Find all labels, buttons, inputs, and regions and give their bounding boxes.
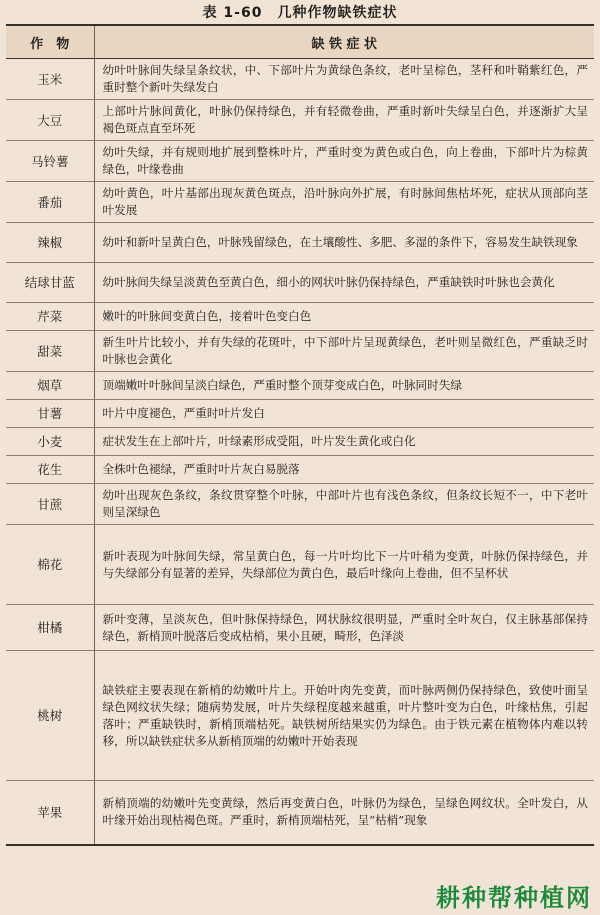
- table-row: [6, 141, 594, 182]
- crop-cell: 桃树: [6, 651, 94, 781]
- table-row: [6, 331, 594, 372]
- symptom-cell: 嫩叶的叶脉间变黄白色，接着叶色变白色: [94, 303, 594, 331]
- table-row: [6, 428, 594, 456]
- table-row: [6, 182, 594, 223]
- symptom-cell: 全株叶色褪绿，严重时叶片灰白易脱落: [94, 456, 594, 484]
- symptom-cell: 幼叶和新叶呈黄白色，叶脉残留绿色，在土壤酸性、多肥、多湿的条件下，容易发生缺铁现象: [94, 223, 594, 263]
- crop-cell: 苹果: [6, 781, 94, 845]
- header-symptom: 缺 铁 症 状: [94, 25, 594, 59]
- crop-cell: 甜菜: [6, 331, 94, 372]
- table-row: [6, 525, 594, 605]
- crop-cell: 花生: [6, 456, 94, 484]
- symptom-cell: 上部叶片脉间黄化，叶脉仍保持绿色，并有轻微卷曲，严重时新叶失绿呈白色，并逐渐扩大呈褐色斑点直至坏死: [94, 100, 594, 141]
- table-row: [6, 303, 594, 331]
- symptom-cell: 缺铁症主要表现在新梢的幼嫩叶片上。开始叶肉先变黄，而叶脉两侧仍保持绿色，致使叶面呈绿色网纹状失绿；随病势发展，叶片失绿程度越来越重，叶片整叶变为白色，叶缘枯焦，引起落叶；严重缺铁时，新梢顶端枯死。缺铁树所结果实仍为绿色。由于铁元素在植物体内难以转移，所以缺铁症状多从新梢顶端的幼嫩叶开始表现: [94, 651, 594, 781]
- table-row: [6, 484, 594, 525]
- table-header-row: [6, 25, 594, 59]
- table-row: [6, 100, 594, 141]
- table-row: [6, 781, 594, 845]
- table-row: [6, 263, 594, 303]
- symptom-cell: 幼叶出现灰色条纹，条纹贯穿整个叶脉，中部叶片也有浅色条纹，但条纹长短不一，中下老叶则呈深绿色: [94, 484, 594, 525]
- table-row: [6, 372, 594, 400]
- crop-cell: 柑橘: [6, 605, 94, 651]
- table-title: 表 1-60 几种作物缺铁症状: [202, 5, 398, 21]
- symptom-cell: 新叶变薄，呈淡灰色，但叶脉保持绿色，网状脉纹很明显，严重时全叶灰白，仅主脉基部保持绿色，新梢顶叶脱落后变成枯梢，果小且硬，畸形，色泽淡: [94, 605, 594, 651]
- symptom-cell: 新叶表现为叶脉间失绿，常呈黄白色，每一片叶均比下一片叶稍为变黄，叶脉仍保持绿色，并与失绿部分有显著的差异，失绿部位为黄白色，最后叶缘向上卷曲，但不呈杯状: [94, 525, 594, 605]
- crop-cell: 甘蔗: [6, 484, 94, 525]
- crop-cell: 玉米: [6, 59, 94, 100]
- watermark: 耕种帮种植网: [436, 884, 592, 912]
- crop-cell: 大豆: [6, 100, 94, 141]
- crop-cell: 芹菜: [6, 303, 94, 331]
- crop-cell: 烟草: [6, 372, 94, 400]
- table-row: [6, 651, 594, 781]
- symptom-cell: 顶端嫩叶叶脉间呈淡白绿色，严重时整个顶芽变成白色，叶脉同时失绿: [94, 372, 594, 400]
- symptom-cell: 幼叶叶脉间失绿呈条纹状，中、下部叶片为黄绿色条纹，老叶呈棕色，茎秆和叶鞘紫红色，严重时整个新叶失绿发白: [94, 59, 594, 100]
- crop-cell: 甘薯: [6, 400, 94, 428]
- symptom-cell: 幼叶失绿，并有规则地扩展到整株叶片，严重时变为黄色或白色，向上卷曲，下部叶片为棕黄绿色，叶缘卷曲: [94, 141, 594, 182]
- crop-cell: 结球甘蓝: [6, 263, 94, 303]
- crop-cell: 番茄: [6, 182, 94, 223]
- header-crop: 作 物: [6, 25, 94, 59]
- crop-cell: 辣椒: [6, 223, 94, 263]
- symptom-cell: 新生叶片比较小，并有失绿的花斑叶，中下部叶片呈现黄绿色，老叶则呈微红色，严重缺乏时叶脉也会黄化: [94, 331, 594, 372]
- symptom-cell: 幼叶黄色，叶片基部出现灰黄色斑点，沿叶脉向外扩展，有时脉间焦枯坏死，症状从顶部向茎叶发展: [94, 182, 594, 223]
- symptom-table: [6, 24, 594, 846]
- symptom-cell: 新梢顶端的幼嫩叶先变黄绿，然后再变黄白色，叶脉仍为绿色，呈绿色网纹状。全叶发白，从叶缘开始出现枯褐色斑。严重时，新梢顶端枯死，呈“枯梢”现象: [94, 781, 594, 845]
- table-row: [6, 59, 594, 100]
- table-row: [6, 400, 594, 428]
- symptom-cell: 症状发生在上部叶片，叶绿素形成受阻，叶片发生黄化或白化: [94, 428, 594, 456]
- table-row: [6, 605, 594, 651]
- table-row: [6, 456, 594, 484]
- crop-cell: 小麦: [6, 428, 94, 456]
- crop-cell: 马铃薯: [6, 141, 94, 182]
- crop-cell: 棉花: [6, 525, 94, 605]
- symptom-cell: 叶片中度褪色，严重时叶片发白: [94, 400, 594, 428]
- symptom-cell: 幼叶脉间失绿呈淡黄色至黄白色，细小的网状叶脉仍保持绿色，严重缺铁时叶脉也会黄化: [94, 263, 594, 303]
- table-row: [6, 223, 594, 263]
